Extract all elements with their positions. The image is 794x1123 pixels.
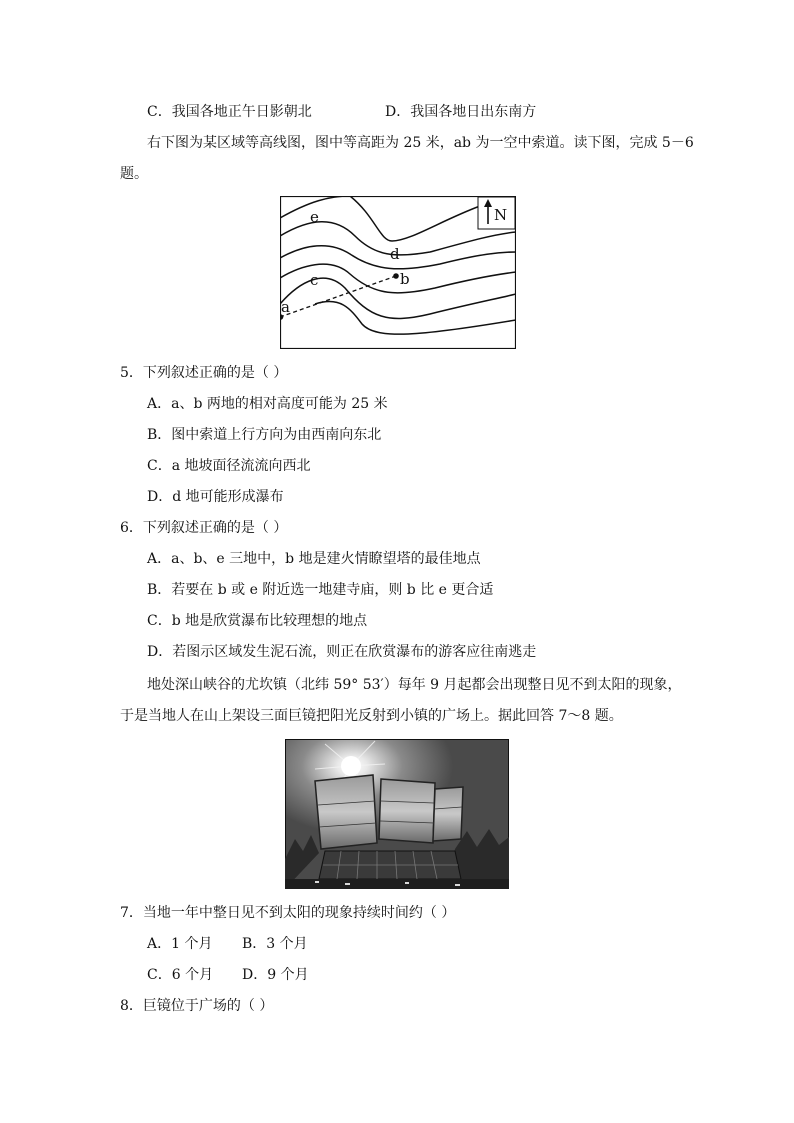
question-7-option-c: C．6 个月 [147, 967, 214, 983]
question-6-option-c: C．b 地是欣赏瀑布比较理想的地点 [147, 613, 368, 629]
label-d: d [390, 245, 400, 263]
intro-paragraph-2-line-1: 地处深山峡谷的尤坎镇（北纬 59° 53′）每年 9 月起都会出现整日见不到太阳的现象， [147, 677, 682, 693]
mirrors-photo [285, 739, 509, 889]
mirror-left [315, 775, 377, 849]
question-5-option-b: B．图中索道上行方向为由西南向东北 [147, 427, 382, 443]
question-8-stem: 8．巨镜位于广场的（ ） [120, 998, 274, 1014]
option-c-prev: C．我国各地正午日影朝北 [147, 104, 312, 120]
question-7-option-b: B．3 个月 [242, 936, 308, 952]
option-d-prev: D．我国各地日出东南方 [385, 104, 537, 120]
intro-paragraph-1-line-1: 右下图为某区域等高线图，图中等高距为 25 米，ab 为一空中索道。读下图，完成 5－6 [147, 135, 694, 151]
ground [285, 879, 509, 889]
intro-paragraph-2-line-2: 于是当地人在山上架设三面巨镜把阳光反射到小镇的广场上。据此回答 7～8 题。 [120, 708, 623, 724]
question-5-stem: 5．下列叙述正确的是（ ） [120, 365, 288, 381]
north-label: N [494, 206, 508, 224]
question-7-option-a: A．1 个月 [147, 936, 213, 952]
question-5-option-d: D．d 地可能形成瀑布 [147, 489, 284, 505]
question-5-option-c: C．a 地坡面径流流向西北 [147, 458, 311, 474]
label-b: b [400, 270, 410, 288]
intro-paragraph-1-line-2: 题。 [120, 166, 148, 182]
sun-icon [341, 756, 361, 776]
question-6-stem: 6．下列叙述正确的是（ ） [120, 520, 288, 536]
question-5-option-a: A．a、b 两地的相对高度可能为 25 米 [147, 396, 388, 412]
mirror-right [433, 787, 463, 841]
mirror-center [379, 779, 435, 843]
question-6-option-b: B．若要在 b 或 e 附近选一地建寺庙，则 b 比 e 更合适 [147, 582, 494, 598]
contour-map [280, 196, 516, 349]
label-e: e [310, 208, 319, 226]
question-6-option-a: A．a、b、e 三地中，b 地是建火情瞭望塔的最佳地点 [147, 551, 481, 567]
label-c: c [310, 271, 319, 289]
label-a: a [281, 298, 290, 316]
question-7-stem: 7．当地一年中整日见不到太阳的现象持续时间约（ ） [120, 905, 456, 921]
question-6-option-d: D．若图示区域发生泥石流，则正在欣赏瀑布的游客应往南逃走 [147, 644, 537, 660]
point-b-marker [393, 273, 399, 279]
question-7-option-d: D．9 个月 [242, 967, 309, 983]
